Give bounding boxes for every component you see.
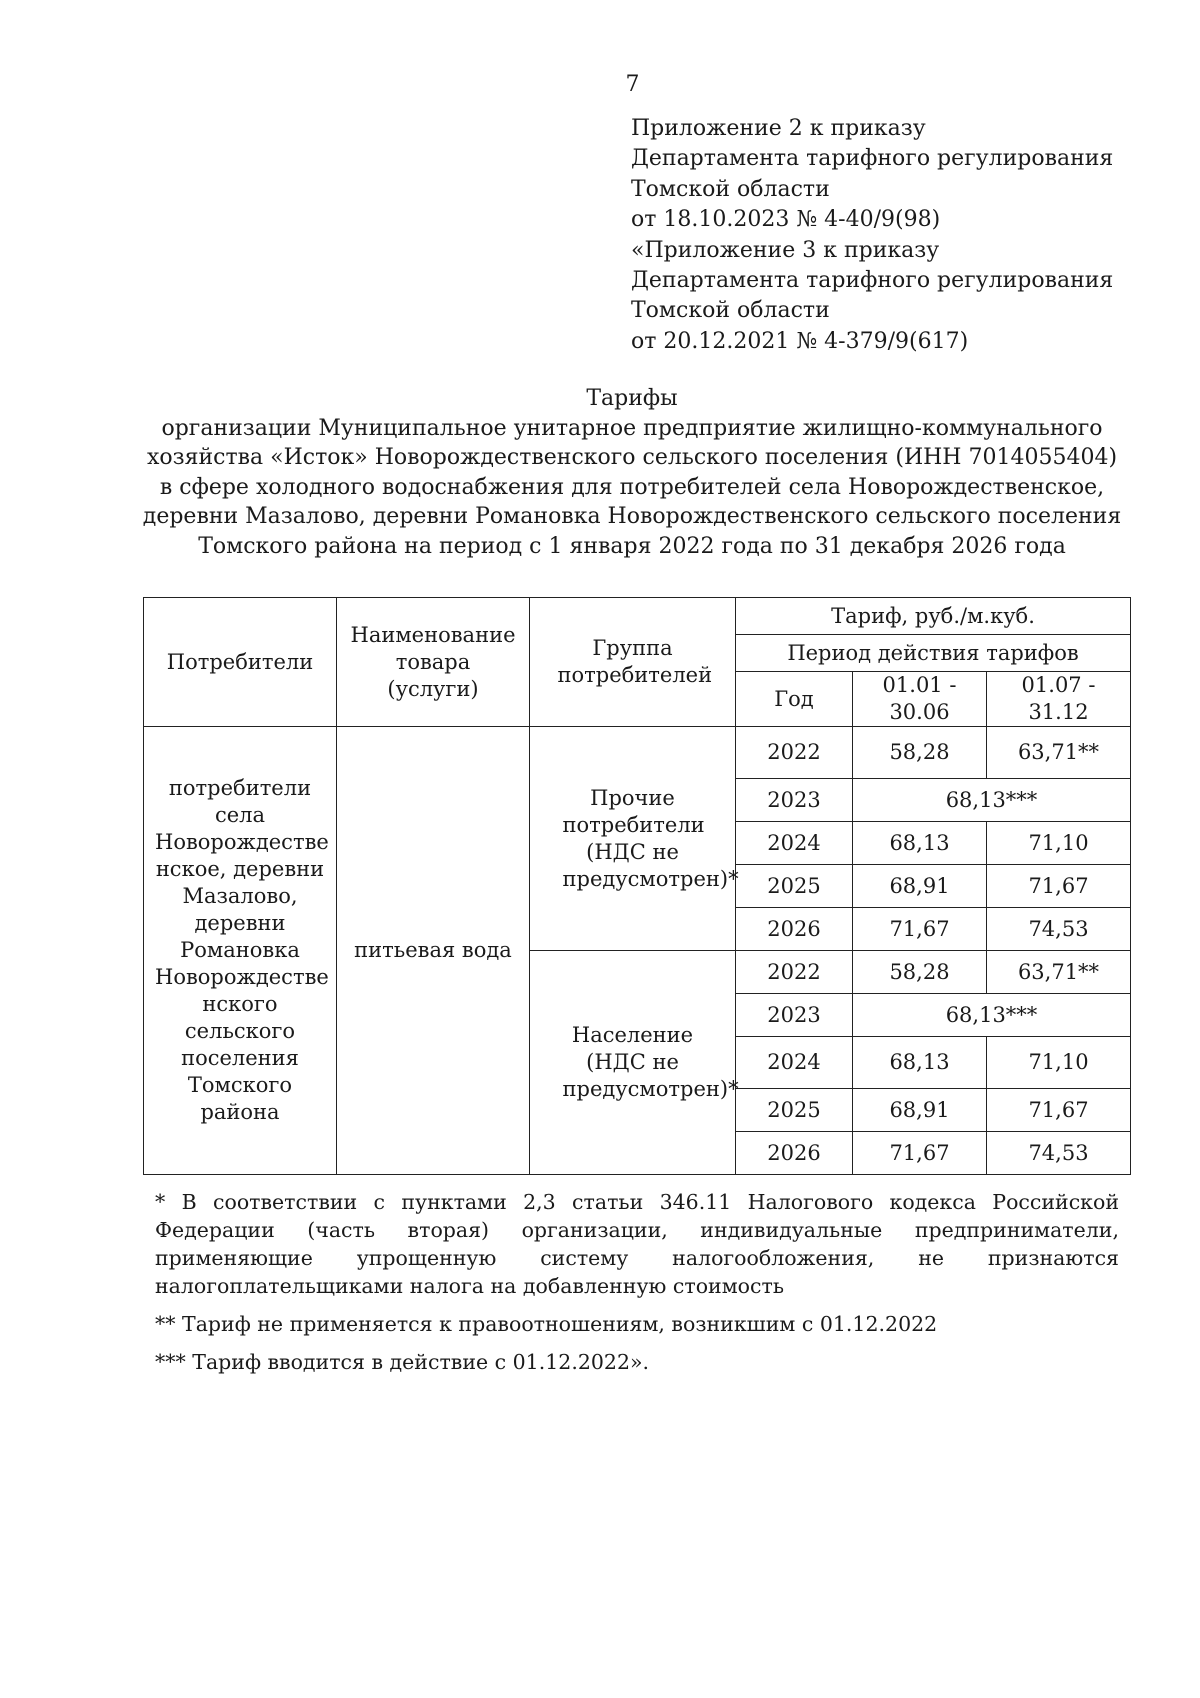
title-line: Томского района на период с 1 января 2022 года по 31 декабря 2026 года: [198, 533, 1066, 559]
tariff-second-half: 74,53: [987, 908, 1131, 951]
table-row: [144, 727, 1131, 779]
tariff-first-half: 71,67: [853, 908, 987, 951]
year-cell: 2024: [736, 1037, 853, 1089]
year-cell: 2023: [736, 779, 853, 822]
appendix-line: Департамента тарифного регулирования: [631, 146, 1114, 172]
header-tariff: Тариф, руб./м.куб.: [736, 598, 1131, 635]
header-period: Период действия тарифов: [736, 635, 1131, 672]
group-name: Население (НДС не предусмотрен)*: [562, 1023, 739, 1101]
title-line: в сфере холодного водоснабжения для потребителей села Новорождественское,: [159, 474, 1105, 500]
header-group: [530, 598, 736, 727]
tariff-merged: 68,13***: [853, 779, 1131, 822]
footnote: ** Тариф не применяется к правоотношениям, возникшим с 01.12.2022: [155, 1312, 938, 1336]
appendix-line: Томской области: [631, 298, 830, 324]
group-name: Прочие потребители (НДС не предусмотрен)*: [562, 785, 739, 891]
tariff-second-half: 71,10: [987, 822, 1131, 865]
tariff-first-half: 68,13: [853, 1037, 987, 1089]
tariff-second-half: 71,67: [987, 1089, 1131, 1132]
tariff-first-half: 68,91: [853, 1089, 987, 1132]
appendix-reference: [631, 114, 1151, 357]
header-product-text: Наименование товара (услуги): [350, 622, 516, 701]
tariff-first-half: 58,28: [853, 951, 987, 994]
year-cell: 2025: [736, 1089, 853, 1132]
appendix-line: «Приложение 3 к приказу: [631, 237, 940, 263]
footnote: *** Тариф вводится в действие с 01.12.2022».: [155, 1350, 650, 1374]
tariff-first-half: 68,91: [853, 865, 987, 908]
title-line: хозяйства «Исток» Новорождественского сельского поселения (ИНН 7014055404): [146, 445, 1118, 470]
year-cell: 2022: [736, 727, 853, 779]
title-heading: Тарифы: [586, 386, 678, 411]
tariff-first-half: 71,67: [853, 1132, 987, 1175]
appendix-line: от 18.10.2023 № 4-40/9(98): [631, 207, 941, 233]
group-cell: [530, 951, 739, 1175]
header-first-half: [853, 672, 987, 727]
header-first-half-text: 01.01 - 30.06: [882, 673, 957, 724]
document-title: [140, 384, 1124, 561]
header-year: Год: [736, 672, 853, 727]
header-group-text: Группа потребителей: [557, 636, 713, 687]
tariff-second-half: 74,53: [987, 1132, 1131, 1175]
year-cell: 2026: [736, 1132, 853, 1175]
tariff-second-half: 63,71**: [987, 727, 1131, 779]
footnote: * В соответствии с пунктами 2,3 статьи 346.11 Налогового кодекса Российской Федерации (часть вторая) организации, индивидуальные предприниматели, применяющие упрощенную систему налогообложения, не признаются налогоплательщиками налога на добавленную стоимость: [155, 1190, 1119, 1298]
tariff-first-half: 58,28: [853, 727, 987, 779]
tariff-second-half: 63,71**: [987, 951, 1131, 994]
group-cell: [530, 727, 739, 951]
header-product: [337, 598, 530, 727]
consumers-cell: [144, 727, 337, 1175]
tariff-merged: 68,13***: [853, 994, 1131, 1037]
tariff-second-half: 71,67: [987, 865, 1131, 908]
year-cell: 2024: [736, 822, 853, 865]
title-line: организации Муниципальное унитарное предприятие жилищно-коммунального: [161, 415, 1103, 441]
header-consumers: Потребители: [144, 598, 337, 727]
tariff-table: [143, 597, 1131, 1175]
product-cell: питьевая вода: [337, 727, 530, 1175]
year-cell: 2026: [736, 908, 853, 951]
appendix-line: Департамента тарифного регулирования: [631, 268, 1114, 294]
year-cell: 2023: [736, 994, 853, 1037]
footnotes: [155, 1188, 1119, 1386]
tariff-first-half: 68,13: [853, 822, 987, 865]
year-cell: 2022: [736, 951, 853, 994]
appendix-line: от 20.12.2021 № 4-379/9(617): [631, 328, 969, 354]
appendix-line: Томской области: [631, 176, 830, 202]
tariff-second-half: 71,10: [987, 1037, 1131, 1089]
year-cell: 2025: [736, 865, 853, 908]
header-second-half: [987, 672, 1131, 727]
consumers-text: потребители села Новорождестве нское, деревни Мазалово, деревни Романовка Новорождестве нского сельского поселения Томского района: [155, 776, 329, 1124]
header-second-half-text: 01.07 - 31.12: [1021, 673, 1096, 724]
page-number: 7: [625, 72, 640, 97]
appendix-line: Приложение 2 к приказу: [631, 116, 926, 141]
title-line: деревни Мазалово, деревни Романовка Новорождественского сельского поселения: [142, 504, 1122, 529]
